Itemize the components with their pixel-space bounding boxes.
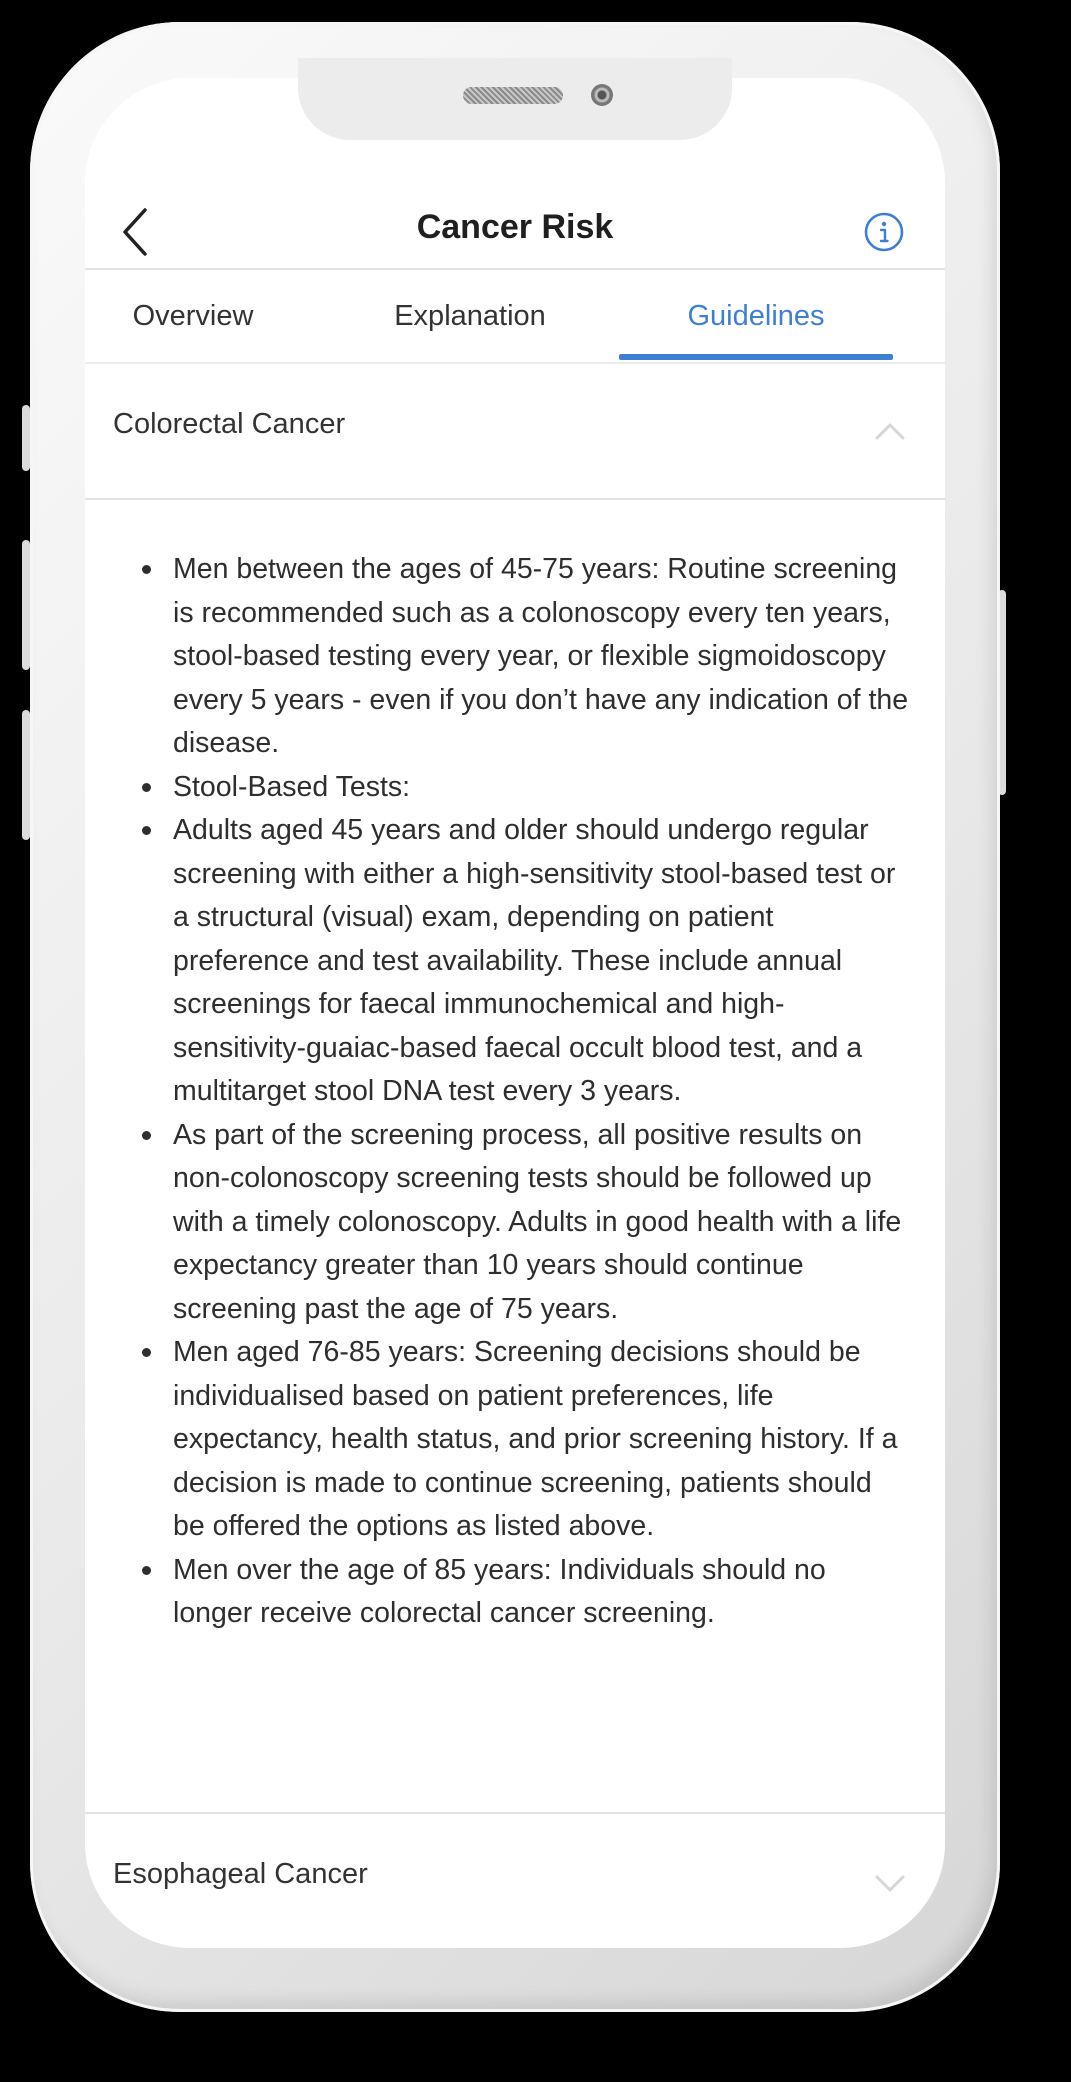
mute-switch [22, 405, 30, 471]
tab-explanation[interactable]: Explanation [394, 300, 546, 332]
page-title: Cancer Risk [416, 208, 614, 246]
accordion-divider [85, 498, 945, 500]
accordion-esophageal-header[interactable] [85, 1814, 945, 1944]
accordion-colorectal-header[interactable] [85, 364, 945, 494]
speaker-grille [463, 87, 563, 104]
chevron-down-icon [873, 1872, 907, 1894]
info-icon [864, 212, 904, 252]
front-camera [591, 84, 613, 106]
info-button[interactable] [864, 212, 904, 252]
volume-up-button [22, 540, 30, 670]
accordion-colorectal-content [85, 548, 945, 1636]
list-item: Adults aged 45 years and older should undergo regular screening with either a high-sensitivity stool-based test or a structural (visual) exam, depending on patient preference and test availability. These include annual screenings for faecal immunochemical and high-sensitivity-guaiac-based faecal occult blood test, and a multitarget stool DNA test every 3 years. [173, 809, 909, 1114]
list-item: Men aged 76-85 years: Screening decisions should be individualised based on patient preferences, life expectancy, health status, and prior screening history. If a decision is made to continue screening, patients should be offered the options as listed above. [173, 1331, 909, 1549]
tab-overview[interactable]: Overview [132, 300, 254, 332]
chevron-up-icon [873, 420, 907, 442]
app-header [85, 188, 945, 278]
volume-down-button [22, 710, 30, 840]
list-item: Stool-Based Tests: [173, 766, 909, 810]
accordion-title: Esophageal Cancer [113, 1858, 368, 1890]
accordion-title: Colorectal Cancer [113, 408, 346, 440]
list-item: Men between the ages of 45-75 years: Routine screening is recommended such as a colonoscopy every ten years, stool-based testing every year, or flexible sigmoidoscopy every 5 years - even if you don’t have any indication of the disease. [173, 548, 909, 766]
active-tab-indicator [619, 354, 893, 360]
list-item: Men over the age of 85 years: Individuals should no longer receive colorectal cancer screening. [173, 1549, 909, 1636]
tab-guidelines[interactable]: Guidelines [687, 300, 825, 332]
list-item: As part of the screening process, all positive results on non-colonoscopy screening tests should be followed up with a timely colonoscopy. Adults in good health with a life expectancy greater than 10 years should continue screening past the age of 75 years. [173, 1114, 909, 1332]
app-screen [85, 78, 945, 1948]
tab-bar [85, 270, 945, 362]
guidelines-list [85, 548, 909, 1636]
